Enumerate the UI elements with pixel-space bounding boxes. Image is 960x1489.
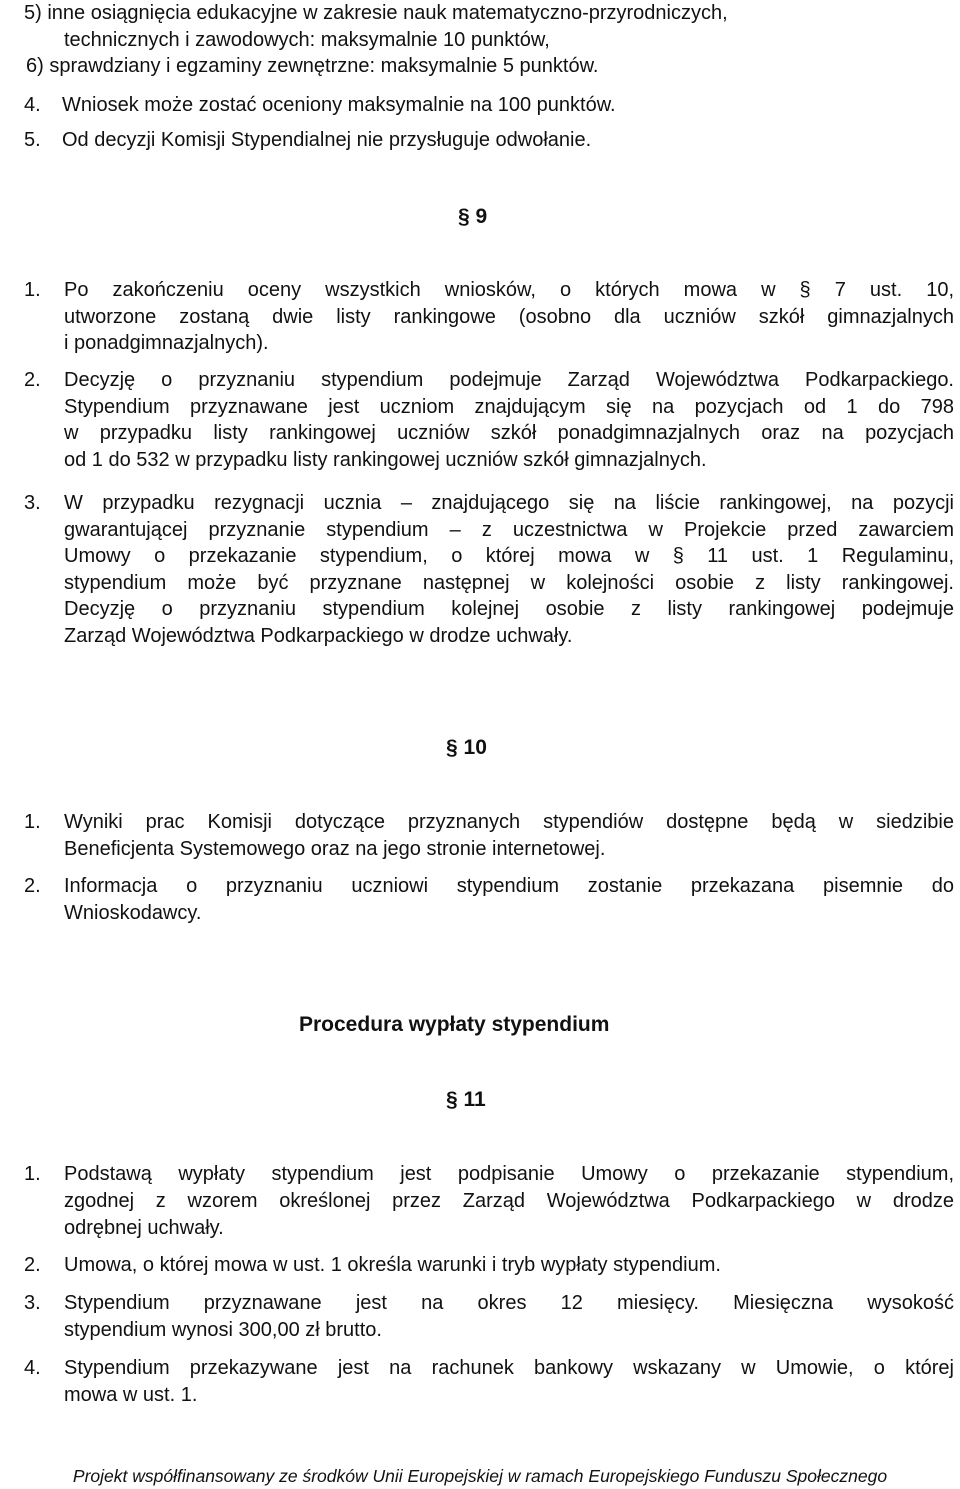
list-item-5: 5) inne osiągnięcia edukacyjne w zakresie nauk matematyczno-przyrodniczych, technicznych i zawodowych: maksymalnie 10 punktów, 6) sprawdziany i egzaminy zewnętrzne: maksymalnie 5 punktów. bbox=[24, 0, 954, 80]
s9-item-1: 1. Po zakończeniu oceny wszystkich wniosków, o których mowa w § 7 ust. 10, utworzone zostaną dwie listy rankingowe (osobno dla uczniów szkół gimnazjalnych i ponadgimnazjalnych). bbox=[24, 279, 954, 354]
s11-item-4: 4. Stypendium przekazywane jest na rachunek bankowy wskazany w Umowie, o której mowa w ust. 1. bbox=[24, 1357, 954, 1406]
list-item-4: 4. Wniosek może zostać oceniony maksymalnie na 100 punktów. bbox=[24, 94, 616, 116]
s11-item-3: 3. Stypendium przyznawane jest na okres 12 miesięcy. Miesięczna wysokość stypendium wynosi 300,00 zł brutto. bbox=[24, 1292, 954, 1341]
s11-item-2: 2. Umowa, o której mowa w ust. 1 określa warunki i tryb wypłaty stypendium. bbox=[24, 1254, 721, 1276]
procedure-heading: Procedura wypłaty stypendium bbox=[299, 1013, 610, 1036]
section-11-heading: § 11 bbox=[446, 1088, 486, 1111]
s11-item-1: 1. Podstawą wypłaty stypendium jest podpisanie Umowy o przekazanie stypendium, zgodnej z wzorem określonej przez Zarząd Województwa Podkarpackiego w drodze odrębnej uchwały. bbox=[24, 1163, 954, 1239]
s9-item-3: 3. W przypadku rezygnacji ucznia – znajdującego się na liście rankingowej, na pozycji gwarantującej przyznanie stypendium – z uczestnictwa w Projekcie przed zawarciem Umowy o przekazanie stypendium, o której mowa w § 11 ust. 1 Regulaminu, stypendium może być przyznane następnej w kolejności osobie z listy rankingowej. Decyzję o przyznaniu stypendium kolejnej osobie z listy rankingowej podejmuje Zarząd Województwa Podkarpackiego w drodze uchwały. bbox=[24, 492, 954, 647]
s10-item-2: 2. Informacja o przyznaniu uczniowi stypendium zostanie przekazana pisemnie do Wnioskodawcy. bbox=[24, 875, 954, 924]
s9-item-2: 2. Decyzję o przyznaniu stypendium podejmuje Zarząd Województwa Podkarpackiego. Stypendium przyznawane jest uczniom znajdującym się na pozycjach od 1 do 798 w przypadku listy rankingowej uczniów szkół ponadgimnazjalnych oraz na pozycjach od 1 do 532 w przypadku listy rankingowej uczniów szkół gimnazjalnych. bbox=[24, 369, 954, 471]
list-item-5b: 5. Od decyzji Komisji Stypendialnej nie przysługuje odwołanie. bbox=[24, 129, 592, 151]
footer-note: Projekt współfinansowany ze środków Unii Europejskiej w ramach Europejskiego Funduszu Społecznego bbox=[72, 1466, 888, 1486]
section-10-heading: § 10 bbox=[446, 736, 487, 759]
s10-item-1: 1. Wyniki prac Komisji dotyczące przyznanych stypendiów dostępne będą w siedzibie Beneficjenta Systemowego oraz na jego stronie internetowej. bbox=[24, 811, 954, 860]
section-9-heading: § 9 bbox=[458, 205, 488, 228]
list-item-6: 6) sprawdziany i egzaminy zewnętrzne: maksymalnie 5 punktów. bbox=[26, 55, 599, 77]
